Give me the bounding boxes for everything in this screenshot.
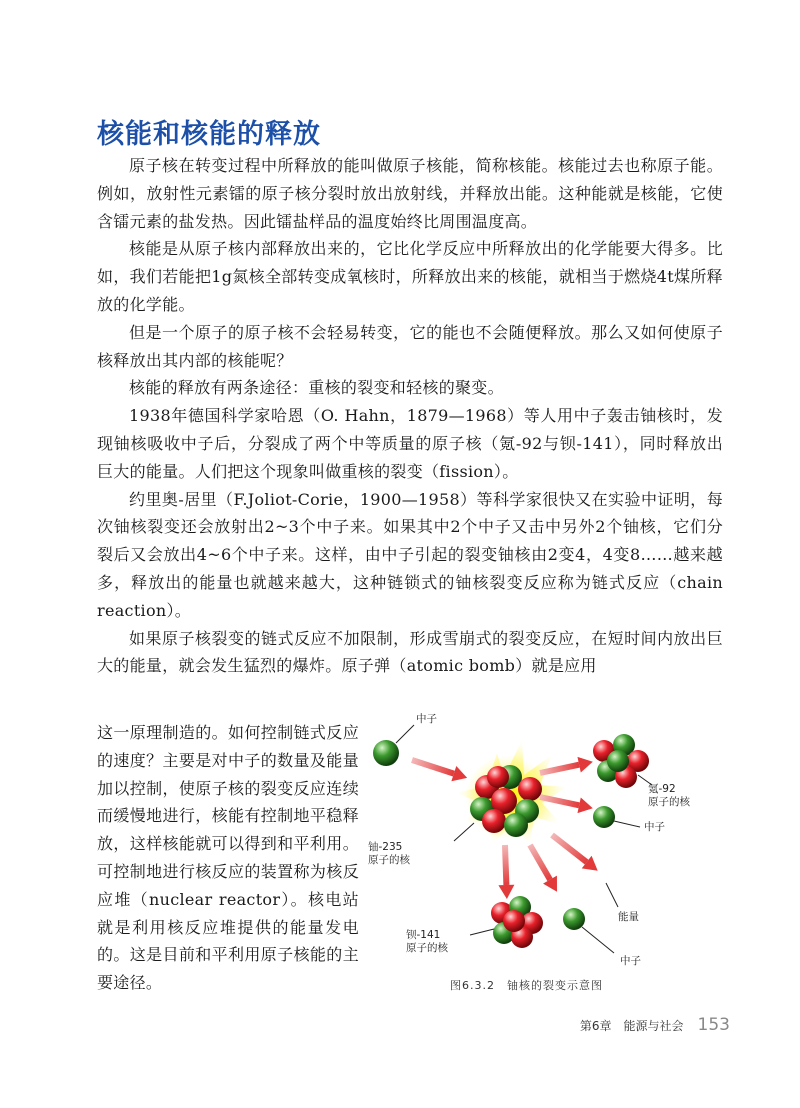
paragraph-6: 约里奥-居里（F.Joliot-Corie，1900—1958）等科学家很快又在实验中证明，每次铀核裂变还会放射出2~3个中子来。如果其中2个中子又击中另外2个铀核，它们分裂后又会放出4~6个中子来。这样，由中子引起的裂变铀核由2变4，4变8……越来越多，释放出的能量也就越来越大，这种链锁式的铀核裂变反应称为链式反应（chain reaction）。	[97, 489, 723, 620]
leader-neutron-right	[614, 821, 640, 827]
paragraph-continuation: 这一原理制造的。如何控制链式反应的速度？主要是对中子的数量及能量加以控制，使原子核的裂变反应连续而缓慢地进行，核能有控制地平稳释放，这样核能就可以得到和平利用。可控制地进行核反应的装置称为核反应堆（nuclear reactor）。核电站就是利用核反应堆提供的能量发电的。这是目前和平利用原子核能的主要途径。	[97, 723, 359, 993]
figure-caption: 图6.3.2 铀核的裂变示意图	[450, 979, 603, 992]
chapter-label: 第6章 能源与社会	[579, 1019, 684, 1033]
arrow-incoming	[410, 752, 470, 785]
leader-neutron-in	[396, 725, 414, 743]
paragraph-4: 核能的释放有两条途径：重核的裂变和轻核的聚变。	[129, 378, 504, 398]
label-krypton: 氪-92 原子的核	[648, 783, 690, 808]
neutron-incoming	[373, 740, 399, 766]
krypton-nucleus	[593, 734, 649, 788]
label-energy: 能量	[618, 911, 639, 923]
label-uranium: 铀-235 原子的核	[368, 841, 410, 866]
paragraph-3: 但是一个原子的原子核不会轻易转变，它的能也不会随便释放。那么又如何使原子核释放出其内部的核能呢？	[97, 322, 723, 370]
paragraph-1: 原子核在转变过程中所释放的能叫做原子核能，简称核能。核能过去也称原子能。例如，放射性元素镭的原子核分裂时放出放射线，并释放出能。这种能就是核能，它使含镭元素的盐发热。因此镭盐样品的温度始终比周围温度高。	[97, 156, 723, 231]
neutron-right	[593, 806, 615, 828]
label-neutron-in: 中子	[416, 713, 437, 725]
leader-barium	[470, 929, 494, 935]
page-number: 153	[697, 1015, 730, 1035]
label-barium: 钡-141 原子的核	[406, 929, 448, 954]
label-neutron-bottom: 中子	[620, 955, 641, 967]
paragraph-7: 如果原子核裂变的链式反应不加限制，形成雪崩式的裂变反应，在短时间内放出巨大的能量，就会发生猛烈的爆炸。原子弹（atomic bomb）就是应用	[97, 628, 723, 676]
arrow-energy	[547, 829, 603, 877]
label-neutron-right: 中子	[644, 821, 665, 833]
leader-energy	[606, 883, 618, 907]
barium-nucleus	[491, 896, 543, 948]
paragraph-2: 核能是从原子核内部释放出来的，它比化学反应中所释放出的化学能要大得多。比如，我们若能把1g氮核全部转变成氧核时，所释放出来的核能，就相当于燃烧4t煤所释放的化学能。	[97, 239, 723, 314]
body-text	[97, 152, 723, 680]
page-title: 核能和核能的释放	[97, 119, 321, 150]
fission-diagram	[362, 705, 732, 995]
page-footer	[580, 1015, 730, 1035]
arrow-to-barium	[497, 845, 515, 900]
leader-neutron-bottom	[582, 927, 614, 953]
paragraph-5: 1938年德国科学家哈恩（O. Hahn，1879—1968）等人用中子轰击铀核时，发现铀核吸收中子后，分裂成了两个中等质量的原子核（氪-92与钡-141），同时释放出巨大的能量。人们把这个现象叫做重核的裂变（fission）。	[97, 406, 723, 481]
neutron-bottom	[563, 908, 585, 930]
arrow-to-neutron-bottom	[523, 841, 564, 896]
